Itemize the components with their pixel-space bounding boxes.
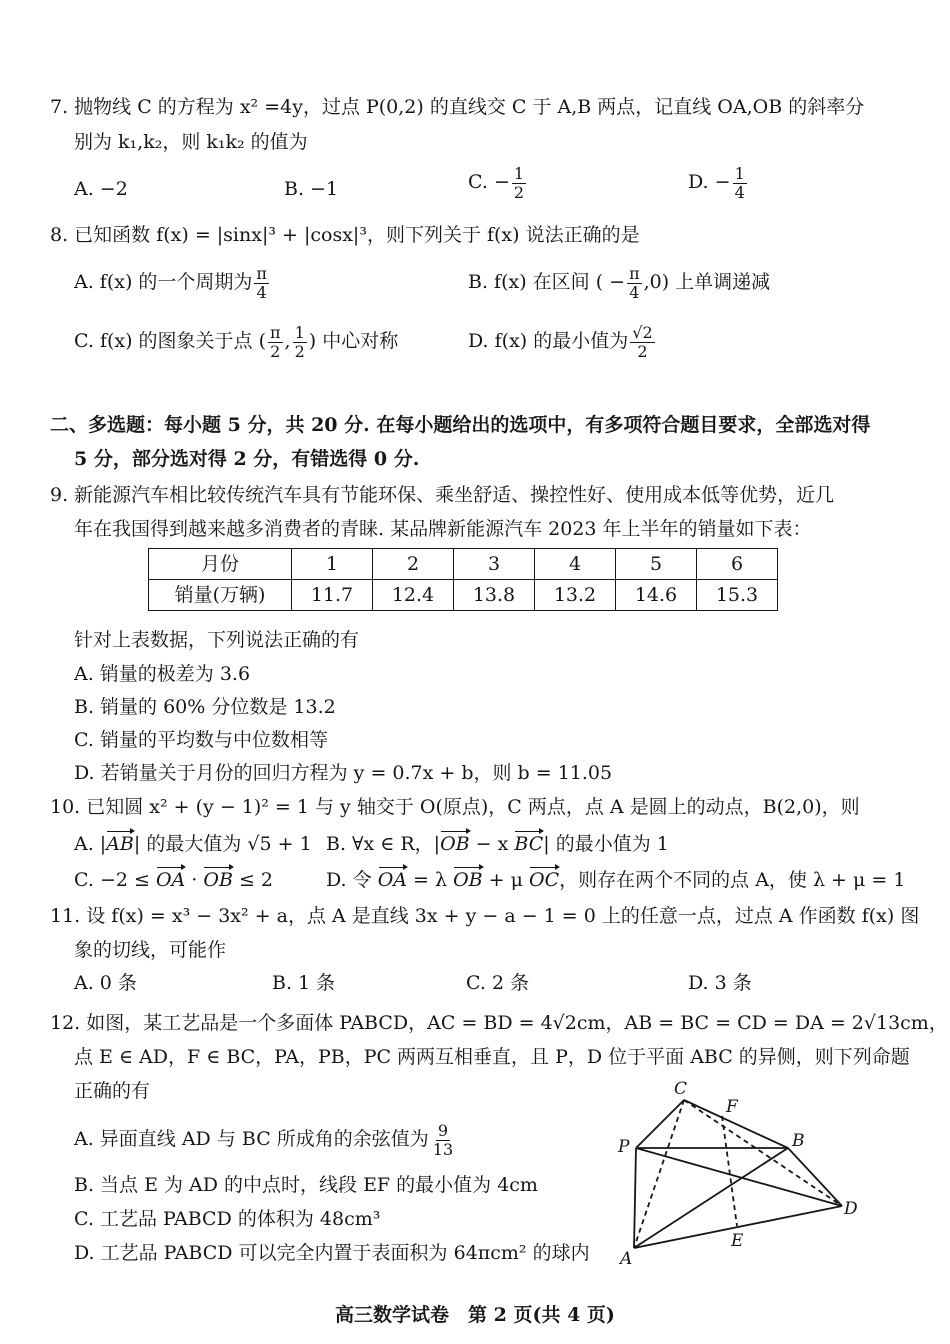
q8-c-n2: 1 <box>294 323 305 342</box>
q8-d-num: √2 <box>632 323 653 342</box>
table-cell: 1 <box>292 549 373 580</box>
vector-oa: OA <box>377 869 407 891</box>
table-cell: 月份 <box>149 549 292 580</box>
q9-stem-line1: 9. 新能源汽车相比较传统汽车具有节能环保、乘坐舒适、操控性好、使用成本低等优势，近几 <box>50 484 835 506</box>
q10-a-pre: A. | <box>74 833 107 855</box>
q10-d-mid2: + μ <box>482 869 530 891</box>
q8-a-fraction <box>254 265 269 301</box>
q8-option-b <box>468 265 770 301</box>
q7-stem-line2: 别为 k₁,k₂，则 k₁k₂ 的值为 <box>74 131 308 153</box>
q12-option-b: B. 当点 E 为 AD 的中点时，线段 EF 的最小值为 4cm <box>74 1174 538 1196</box>
q8-stem: 8. 已知函数 f(x) = |sinx|³ + |cosx|³，则下列关于 f(x) 说法正确的是 <box>50 224 640 246</box>
label-b: B <box>792 1131 805 1151</box>
q7-d-num: 1 <box>734 164 745 183</box>
q8-option-d <box>468 324 657 360</box>
q10-a-post: | 的最大值为 √5 + 1 <box>133 833 312 855</box>
q8-c-pre: C. f(x) 的图象关于点 ( <box>74 330 267 353</box>
q7-option-c <box>468 165 528 201</box>
q9-option-c: C. 销量的平均数与中位数相等 <box>74 729 328 751</box>
q11-option-a: A. 0 条 <box>74 972 137 994</box>
q7-option-c-fraction <box>512 165 526 201</box>
vector-oa: OA <box>155 869 186 891</box>
table-cell: 11.7 <box>292 580 373 611</box>
vector-ob: OB <box>203 869 233 891</box>
table-cell: 13.2 <box>535 580 616 611</box>
table-row <box>149 549 778 580</box>
q10-option-a <box>74 833 312 856</box>
vector-bc: BC <box>514 833 544 855</box>
label-d: D <box>844 1199 858 1219</box>
q7-option-b: B. −1 <box>284 178 339 200</box>
q8-c-n1: π <box>270 323 281 342</box>
table-cell: 6 <box>697 549 778 580</box>
table-cell: 2 <box>373 549 454 580</box>
q7-d-den: 4 <box>734 182 745 202</box>
edge-bd <box>788 1148 842 1206</box>
q8-c-fraction1 <box>268 324 283 360</box>
q8-c-fraction2 <box>293 324 307 360</box>
q12-a-fraction <box>431 1122 455 1158</box>
q8-c-d2: 2 <box>294 341 305 361</box>
q9-option-b: B. 销量的 60% 分位数是 13.2 <box>74 696 336 718</box>
q12-stem-line1: 12. 如图，某工艺品是一个多面体 PABCD，AC = BD = 4√2cm，AB = BC = CD = DA = 2√13cm， <box>50 1012 948 1034</box>
q12-a-den: 13 <box>432 1139 454 1159</box>
polyhedron-figure <box>610 1076 870 1272</box>
q12-a-num: 9 <box>437 1121 449 1140</box>
vector-ab: AB <box>106 833 134 855</box>
q11-option-b: B. 1 条 <box>272 972 336 994</box>
q7-option-d-fraction <box>733 165 747 201</box>
edge-pc <box>636 1100 684 1148</box>
vector-oc: OC <box>529 869 560 891</box>
q8-option-c <box>74 324 398 360</box>
section2-heading-line2: 5 分，部分选对得 2 分，有错选得 0 分. <box>74 448 420 470</box>
q12-option-c: C. 工艺品 PABCD 的体积为 48cm³ <box>74 1208 381 1230</box>
q8-b-fraction <box>627 265 642 301</box>
label-a: A <box>620 1249 633 1269</box>
table-cell: 15.3 <box>697 580 778 611</box>
q10-d-pre: D. 令 <box>326 869 378 891</box>
q12-option-a <box>74 1122 457 1158</box>
q8-c-mid: , <box>284 330 291 353</box>
q11-stem-line2: 象的切线，可能作 <box>74 939 227 961</box>
q8-c-d1: 2 <box>270 341 281 361</box>
vector-ob: OB <box>440 833 470 855</box>
q11-option-c: C. 2 条 <box>466 972 530 994</box>
q8-c-post: ) 中心对称 <box>308 330 399 353</box>
q9-stem-line2: 年在我国得到越来越多消费者的青睐. 某品牌新能源汽车 2023 年上半年的销量如下表： <box>74 518 812 540</box>
q8-b-post: ,0) 上单调递减 <box>643 271 771 294</box>
label-e: E <box>731 1231 744 1251</box>
table-cell: 12.4 <box>373 580 454 611</box>
q11-stem-line1: 11. 设 f(x) = x³ − 3x² + a，点 A 是直线 3x + y − a − 1 = 0 上的任意一点，过点 A 作函数 f(x) 图 <box>50 905 920 927</box>
q7-option-a: A. −2 <box>74 178 128 200</box>
label-c: C <box>674 1079 688 1099</box>
q8-a-den: 4 <box>256 282 267 302</box>
q8-d-fraction <box>630 324 654 360</box>
table-cell: 销量(万辆) <box>149 580 292 611</box>
edge-fe <box>722 1116 737 1226</box>
table-cell: 4 <box>535 549 616 580</box>
q10-b-pre: B. ∀x ∈ R，| <box>326 833 441 855</box>
q7-option-c-label: C. − <box>468 171 510 194</box>
sales-table <box>148 548 778 611</box>
q10-option-c <box>74 869 273 892</box>
table-cell: 13.8 <box>454 580 535 611</box>
vector-ob: OB <box>453 869 483 891</box>
q7-c-num: 1 <box>513 164 525 183</box>
q11-option-d: D. 3 条 <box>688 972 752 994</box>
table-cell: 3 <box>454 549 535 580</box>
label-f: F <box>726 1097 738 1117</box>
q8-d-label: D. f(x) 的最小值为 <box>468 330 629 353</box>
q10-b-mid: − x <box>469 833 515 855</box>
q9-option-a: A. 销量的极差为 3.6 <box>74 663 251 685</box>
q12-stem-line3: 正确的有 <box>74 1080 151 1102</box>
edge-pa <box>634 1148 636 1248</box>
q8-b-den: 4 <box>629 282 640 302</box>
q10-option-d <box>326 869 905 892</box>
edge-ca <box>634 1100 684 1248</box>
q10-c-pre: C. −2 ≤ <box>74 869 156 891</box>
q7-stem-line1: 7. 抛物线 C 的方程为 x² =4y，过点 P(0,2) 的直线交 C 于 A,B 两点，记直线 OA,OB 的斜率分 <box>50 96 865 118</box>
q8-b-pre: B. f(x) 在区间 ( − <box>468 271 626 294</box>
q8-option-a <box>74 265 271 301</box>
q10-option-b <box>326 833 669 856</box>
q10-d-post: ，则存在两个不同的点 A，使 λ + μ = 1 <box>559 869 906 891</box>
table-cell: 14.6 <box>616 580 697 611</box>
q7-option-d-label: D. − <box>688 171 731 194</box>
q10-c-mid: · <box>185 869 204 891</box>
q10-stem: 10. 已知圆 x² + (y − 1)² = 1 与 y 轴交于 O(原点)，C 两点，点 A 是圆上的动点，B(2,0)，则 <box>50 796 860 818</box>
q7-c-den: 2 <box>513 182 525 202</box>
q8-b-num: π <box>629 264 640 283</box>
table-row <box>149 580 778 611</box>
q12-stem-line2: 点 E ∈ AD，F ∈ BC，PA，PB，PC 两两互相垂直，且 P，D 位于平面 ABC 的异侧，则下列命题 <box>74 1046 910 1068</box>
q8-d-den: 2 <box>637 341 648 361</box>
q7-option-d <box>688 165 749 201</box>
q10-c-post: ≤ 2 <box>232 869 274 891</box>
section2-heading-line1: 二、多选题：每小题 5 分，共 20 分. 在每小题给出的选项中，有多项符合题目要求，全部选对得 <box>50 414 871 436</box>
q9-option-d: D. 若销量关于月份的回归方程为 y = 0.7x + b，则 b = 11.05 <box>74 762 613 784</box>
q8-a-label: A. f(x) 的一个周期为 <box>74 271 253 294</box>
table-cell: 5 <box>616 549 697 580</box>
q12-a-label: A. 异面直线 AD 与 BC 所成角的余弦值为 <box>74 1128 429 1151</box>
q9-lead: 针对上表数据，下列说法正确的有 <box>74 629 360 651</box>
edge-pd <box>636 1148 842 1206</box>
q10-b-post: | 的最小值为 1 <box>543 833 669 855</box>
q12-option-d: D. 工艺品 PABCD 可以完全内置于表面积为 64πcm² 的球内 <box>74 1242 590 1264</box>
page-footer: 高三数学试卷 第 2 页(共 4 页) <box>335 1304 615 1326</box>
q10-d-mid1: = λ <box>407 869 454 891</box>
edge-cd <box>684 1100 842 1206</box>
label-p: P <box>618 1137 630 1157</box>
q8-a-num: π <box>256 264 267 283</box>
